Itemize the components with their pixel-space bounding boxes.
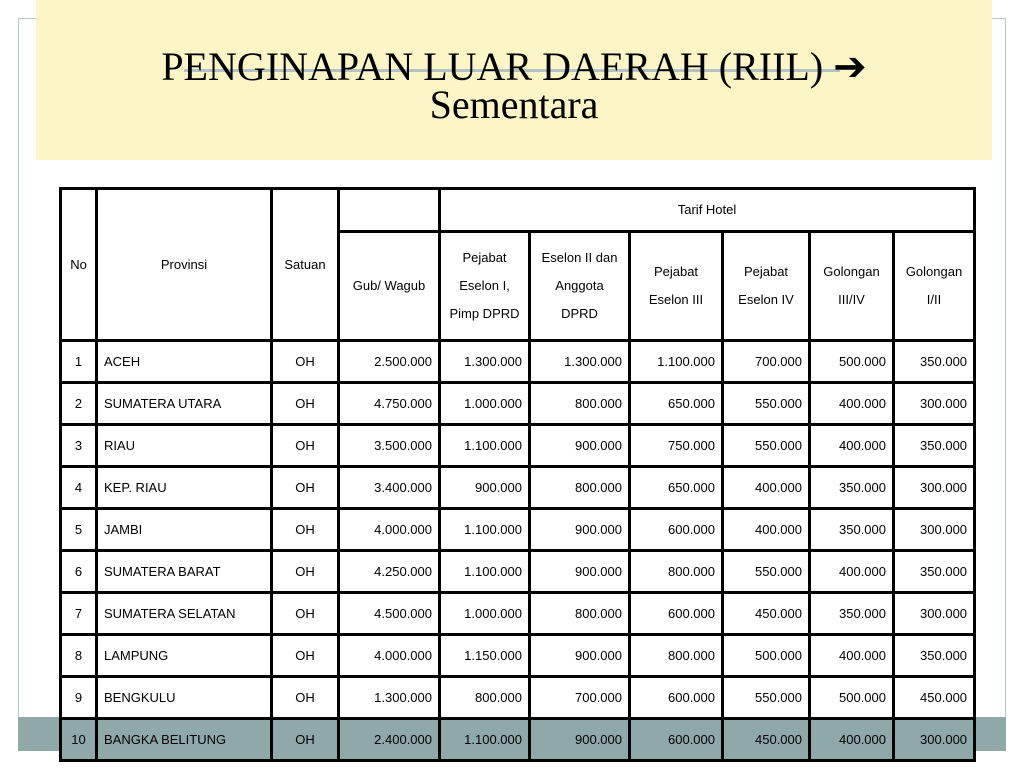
cell-eselon-3: 800.000: [630, 551, 723, 593]
cell-eselon-1: 1.100.000: [440, 551, 530, 593]
cell-golongan-3-4: 500.000: [810, 677, 894, 719]
cell-satuan: OH: [272, 425, 339, 467]
slide-title: [36, 44, 992, 127]
cell-golongan-1-2: 300.000: [894, 593, 975, 635]
header-satuan: Satuan: [272, 189, 339, 341]
cell-golongan-1-2: 350.000: [894, 551, 975, 593]
hotel-rate-table: [59, 187, 976, 762]
cell-gub-wagub: 1.300.000: [339, 677, 440, 719]
cell-eselon-1: 1.000.000: [440, 383, 530, 425]
cell-eselon-2: 800.000: [530, 593, 630, 635]
cell-golongan-3-4: 350.000: [810, 467, 894, 509]
cell-no: 8: [61, 635, 97, 677]
cell-golongan-3-4: 500.000: [810, 341, 894, 383]
cell-provinsi: SUMATERA SELATAN: [97, 593, 272, 635]
cell-golongan-1-2: 350.000: [894, 341, 975, 383]
cell-eselon-1: 1.000.000: [440, 593, 530, 635]
cell-eselon-4: 400.000: [723, 467, 810, 509]
header-eselon-1: Pejabat Eselon I, Pimp DPRD: [440, 232, 530, 341]
slide-frame-right: [1005, 18, 1006, 718]
cell-gub-wagub: 4.250.000: [339, 551, 440, 593]
cell-gub-wagub: 4.000.000: [339, 509, 440, 551]
cell-provinsi: RIAU: [97, 425, 272, 467]
title-banner: [36, 0, 992, 160]
slide-title-line2: Sementara: [429, 82, 599, 127]
cell-no: 3: [61, 425, 97, 467]
cell-golongan-1-2: 300.000: [894, 383, 975, 425]
cell-provinsi: BENGKULU: [97, 677, 272, 719]
table-row: [61, 509, 975, 551]
cell-satuan: OH: [272, 467, 339, 509]
cell-eselon-4: 700.000: [723, 341, 810, 383]
cell-satuan: OH: [272, 677, 339, 719]
cell-eselon-1: 1.300.000: [440, 341, 530, 383]
cell-eselon-2: 800.000: [530, 467, 630, 509]
cell-gub-wagub: 3.500.000: [339, 425, 440, 467]
cell-golongan-1-2: 300.000: [894, 719, 975, 761]
header-gub-wagub: Gub/ Wagub: [339, 232, 440, 341]
cell-eselon-4: 550.000: [723, 383, 810, 425]
cell-eselon-1: 800.000: [440, 677, 530, 719]
cell-eselon-4: 400.000: [723, 509, 810, 551]
cell-eselon-1: 1.150.000: [440, 635, 530, 677]
cell-eselon-1: 1.100.000: [440, 719, 530, 761]
cell-eselon-2: 800.000: [530, 383, 630, 425]
cell-eselon-2: 700.000: [530, 677, 630, 719]
cell-satuan: OH: [272, 551, 339, 593]
table-row: [61, 383, 975, 425]
cell-no: 9: [61, 677, 97, 719]
cell-gub-wagub: 3.400.000: [339, 467, 440, 509]
cell-no: 5: [61, 509, 97, 551]
cell-gub-wagub: 4.500.000: [339, 593, 440, 635]
cell-eselon-2: 900.000: [530, 635, 630, 677]
cell-provinsi: ACEH: [97, 341, 272, 383]
table-row: [61, 551, 975, 593]
table-row: [61, 677, 975, 719]
header-golongan-3-4: Golongan III/IV: [810, 232, 894, 341]
cell-eselon-3: 750.000: [630, 425, 723, 467]
cell-eselon-3: 650.000: [630, 383, 723, 425]
cell-provinsi: SUMATERA BARAT: [97, 551, 272, 593]
cell-golongan-3-4: 350.000: [810, 593, 894, 635]
cell-satuan: OH: [272, 593, 339, 635]
cell-golongan-3-4: 400.000: [810, 383, 894, 425]
cell-eselon-2: 900.000: [530, 425, 630, 467]
cell-golongan-3-4: 400.000: [810, 425, 894, 467]
cell-golongan-3-4: 400.000: [810, 551, 894, 593]
cell-no: 4: [61, 467, 97, 509]
table-row: [61, 425, 975, 467]
cell-provinsi: BANGKA BELITUNG: [97, 719, 272, 761]
table-row-highlighted: [61, 719, 975, 761]
cell-eselon-2: 900.000: [530, 551, 630, 593]
cell-provinsi: LAMPUNG: [97, 635, 272, 677]
cell-eselon-1: 1.100.000: [440, 425, 530, 467]
cell-golongan-3-4: 400.000: [810, 719, 894, 761]
cell-gub-wagub: 4.000.000: [339, 635, 440, 677]
cell-satuan: OH: [272, 635, 339, 677]
table-row: [61, 467, 975, 509]
cell-eselon-3: 650.000: [630, 467, 723, 509]
cell-eselon-3: 800.000: [630, 635, 723, 677]
cell-eselon-3: 1.100.000: [630, 341, 723, 383]
header-eselon-4: Pejabat Eselon IV: [723, 232, 810, 341]
cell-eselon-3: 600.000: [630, 509, 723, 551]
cell-eselon-1: 900.000: [440, 467, 530, 509]
header-eselon-2: Eselon II dan Anggota DPRD: [530, 232, 630, 341]
cell-golongan-3-4: 400.000: [810, 635, 894, 677]
cell-eselon-4: 550.000: [723, 551, 810, 593]
cell-eselon-4: 450.000: [723, 593, 810, 635]
header-no: No: [61, 189, 97, 341]
cell-golongan-1-2: 350.000: [894, 635, 975, 677]
cell-no: 1: [61, 341, 97, 383]
cell-eselon-1: 1.100.000: [440, 509, 530, 551]
slide-title-line1: PENGINAPAN LUAR DAERAH (RIIL) ➔: [161, 44, 867, 89]
cell-golongan-1-2: 450.000: [894, 677, 975, 719]
cell-eselon-2: 900.000: [530, 719, 630, 761]
table-row: [61, 635, 975, 677]
cell-gub-wagub: 4.750.000: [339, 383, 440, 425]
header-provinsi: Provinsi: [97, 189, 272, 341]
cell-eselon-3: 600.000: [630, 677, 723, 719]
cell-satuan: OH: [272, 383, 339, 425]
cell-provinsi: JAMBI: [97, 509, 272, 551]
cell-eselon-2: 900.000: [530, 509, 630, 551]
cell-golongan-1-2: 350.000: [894, 425, 975, 467]
table-row: [61, 341, 975, 383]
cell-provinsi: SUMATERA UTARA: [97, 383, 272, 425]
cell-eselon-4: 500.000: [723, 635, 810, 677]
cell-golongan-1-2: 300.000: [894, 467, 975, 509]
header-tarif-hotel: Tarif Hotel: [440, 189, 975, 232]
cell-gub-wagub: 2.400.000: [339, 719, 440, 761]
cell-eselon-2: 1.300.000: [530, 341, 630, 383]
cell-eselon-3: 600.000: [630, 593, 723, 635]
cell-eselon-4: 550.000: [723, 425, 810, 467]
cell-no: 10: [61, 719, 97, 761]
cell-golongan-3-4: 350.000: [810, 509, 894, 551]
cell-satuan: OH: [272, 719, 339, 761]
header-blank: [339, 189, 440, 232]
cell-no: 7: [61, 593, 97, 635]
cell-no: 6: [61, 551, 97, 593]
header-eselon-3: Pejabat Eselon III: [630, 232, 723, 341]
cell-eselon-4: 550.000: [723, 677, 810, 719]
cell-no: 2: [61, 383, 97, 425]
table-row: [61, 593, 975, 635]
header-golongan-1-2: Golongan I/II: [894, 232, 975, 341]
cell-eselon-3: 600.000: [630, 719, 723, 761]
cell-satuan: OH: [272, 341, 339, 383]
cell-provinsi: KEP. RIAU: [97, 467, 272, 509]
cell-eselon-4: 450.000: [723, 719, 810, 761]
cell-golongan-1-2: 300.000: [894, 509, 975, 551]
cell-gub-wagub: 2.500.000: [339, 341, 440, 383]
slide-frame-left: [18, 18, 19, 718]
cell-satuan: OH: [272, 509, 339, 551]
